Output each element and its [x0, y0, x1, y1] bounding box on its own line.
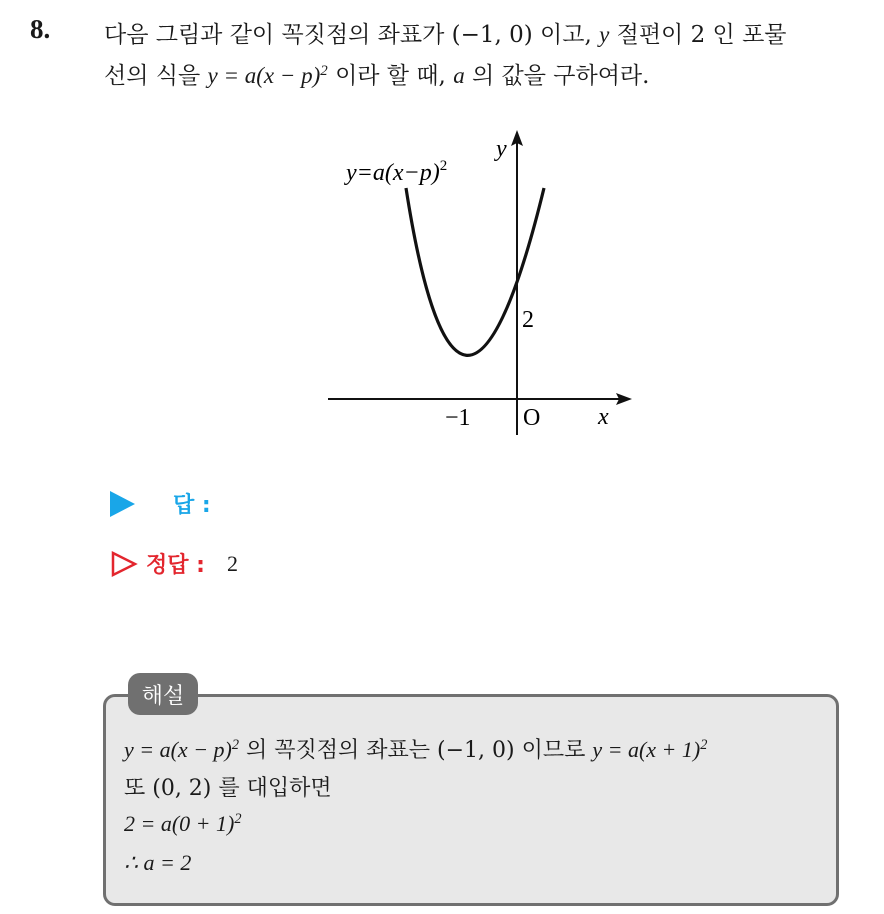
- solution-text-1: 의 꼭짓점의 좌표는 (−1, 0) 이므로: [246, 738, 586, 763]
- question-text-2-mid: 이라 할 때,: [335, 63, 446, 89]
- question-text-2-tail: 의 값을 구하여라.: [472, 63, 650, 89]
- solution-tab: 해설: [128, 673, 198, 715]
- play-triangle-icon: [110, 491, 135, 517]
- question-var-y: y: [599, 22, 610, 47]
- solution-line-2: 또 (0, 2) 를 대입하면: [124, 776, 332, 801]
- question-number: 8.: [30, 14, 51, 44]
- origin-label: O: [523, 405, 541, 431]
- y-intercept-label: 2: [522, 307, 534, 333]
- question-line-1: [104, 16, 787, 49]
- vertex-x-label: −1: [445, 405, 471, 431]
- y-axis-label: y: [496, 136, 507, 162]
- triangle-outline-icon: [110, 550, 138, 578]
- parabola-graph: [320, 122, 640, 442]
- question-line-2: [104, 57, 649, 90]
- answer-row: [110, 488, 211, 519]
- correct-answer-row: [110, 548, 238, 579]
- question-text-2: 선의 식을: [104, 63, 201, 89]
- question-formula: $y = a(x - p)^2$: [207, 62, 328, 88]
- solution-line-3: $2 = a(0 + 1)^2$: [124, 811, 242, 836]
- solution-line-1: [124, 733, 707, 764]
- question-text-1: 다음 그림과 같이 꼭짓점의 좌표가 (−1, 0) 이고,: [104, 22, 592, 48]
- solution-formula-2: $y = a(x + 1)^2$: [592, 737, 708, 762]
- solution-formula-1: $y = a(x - p)^2$: [124, 737, 240, 762]
- x-axis-label: x: [598, 404, 609, 430]
- curve-label: $y=a(x-p)^2$: [346, 158, 448, 186]
- answer-label: 답 :: [173, 493, 211, 518]
- correct-answer-label: 정답 :: [146, 553, 205, 578]
- solution-line-4: ∴ a = 2: [124, 850, 192, 875]
- correct-answer-value: 2: [226, 550, 238, 576]
- question-var-a: a: [453, 63, 465, 88]
- question-text-1-tail: 절편이 2 인 포물: [616, 22, 787, 48]
